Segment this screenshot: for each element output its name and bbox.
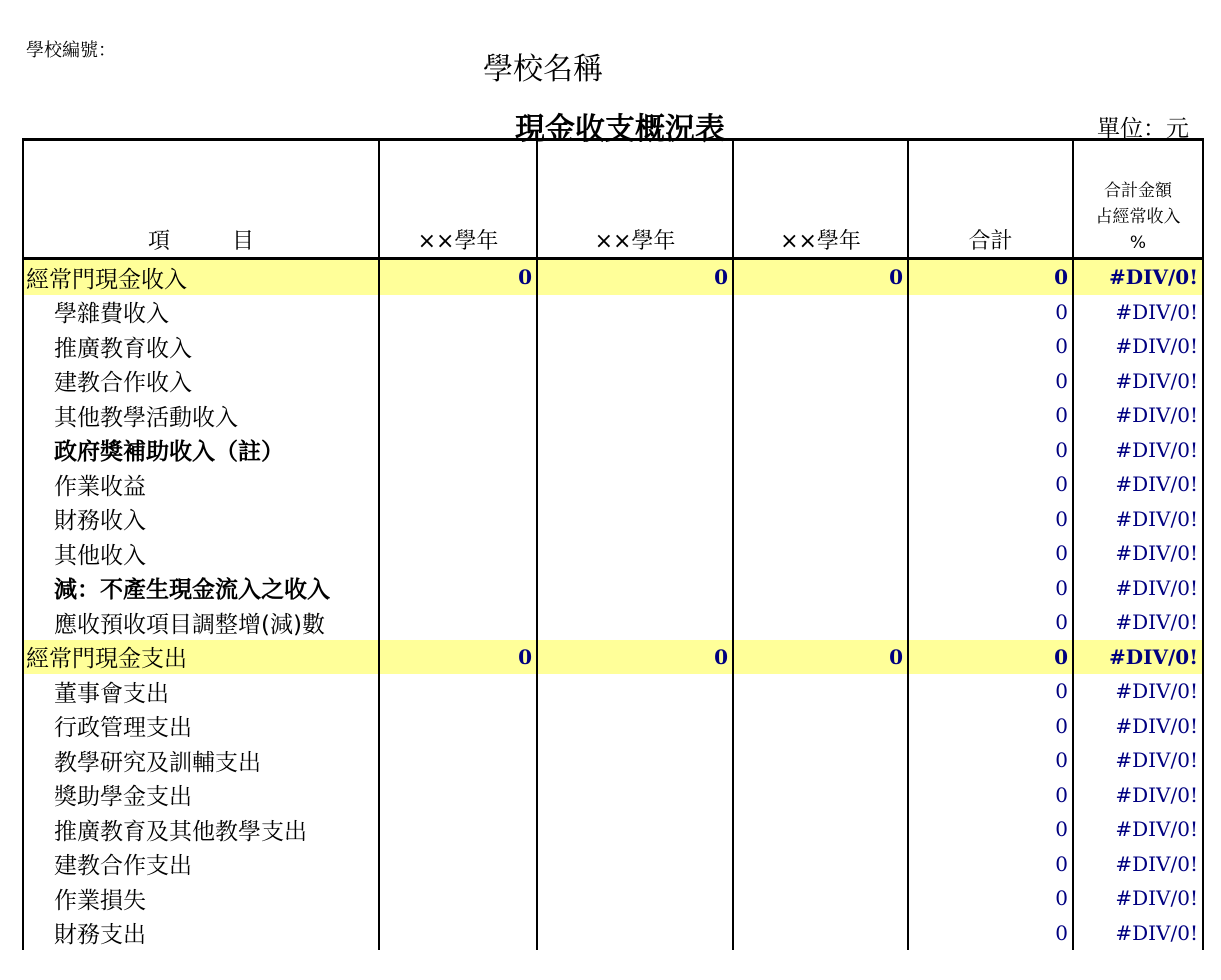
year-3-cell[interactable] xyxy=(733,502,908,537)
year-3-cell[interactable] xyxy=(733,674,908,709)
column-header-item xyxy=(23,140,379,259)
year-1-cell[interactable] xyxy=(379,778,537,813)
year-2-cell[interactable] xyxy=(537,329,733,364)
year-3-cell[interactable] xyxy=(733,916,908,951)
row-label: 建教合作支出 xyxy=(23,847,379,882)
table-row xyxy=(23,605,1203,640)
row-label: 應收預收項目調整增(減)數 xyxy=(23,605,379,640)
percentage-cell[interactable]: #DIV/0! xyxy=(1073,259,1203,295)
year-1-cell[interactable] xyxy=(379,605,537,640)
total-cell[interactable]: 0 xyxy=(908,433,1073,468)
year-2-cell[interactable] xyxy=(537,743,733,778)
percentage-cell[interactable]: #DIV/0! xyxy=(1073,571,1203,606)
table-row xyxy=(23,259,1203,295)
table-row xyxy=(23,433,1203,468)
year-2-cell[interactable] xyxy=(537,398,733,433)
total-cell[interactable]: 0 xyxy=(908,916,1073,951)
row-label: 推廣教育收入 xyxy=(23,329,379,364)
item-header-b: 目 xyxy=(232,229,255,254)
percentage-cell[interactable]: #DIV/0! xyxy=(1073,743,1203,778)
year-3-cell[interactable] xyxy=(733,433,908,468)
total-cell[interactable]: 0 xyxy=(908,259,1073,295)
percentage-cell[interactable]: #DIV/0! xyxy=(1073,433,1203,468)
table-row xyxy=(23,364,1203,399)
percentage-cell[interactable]: #DIV/0! xyxy=(1073,329,1203,364)
year-2-cell[interactable] xyxy=(537,467,733,502)
row-label: 其他教學活動收入 xyxy=(23,398,379,433)
table-row xyxy=(23,881,1203,916)
year-1-cell[interactable]: 0 xyxy=(379,640,537,675)
year-1-cell[interactable] xyxy=(379,674,537,709)
year-3-cell[interactable] xyxy=(733,847,908,882)
year-3-cell[interactable] xyxy=(733,467,908,502)
percentage-cell[interactable]: #DIV/0! xyxy=(1073,467,1203,502)
year-2-cell[interactable] xyxy=(537,605,733,640)
column-header-total: 合計 xyxy=(908,140,1073,259)
year-2-cell[interactable] xyxy=(537,364,733,399)
year-1-cell[interactable] xyxy=(379,398,537,433)
total-cell[interactable]: 0 xyxy=(908,778,1073,813)
percentage-cell[interactable]: #DIV/0! xyxy=(1073,881,1203,916)
year-3-cell[interactable] xyxy=(733,605,908,640)
column-header-percentage xyxy=(1073,140,1203,259)
year-1-cell[interactable] xyxy=(379,812,537,847)
report-title: 現金收支概況表 xyxy=(515,112,725,147)
year-2-cell[interactable]: 0 xyxy=(537,640,733,675)
row-label: 推廣教育及其他教學支出 xyxy=(23,812,379,847)
year-2-cell[interactable] xyxy=(537,571,733,606)
total-cell[interactable]: 0 xyxy=(908,571,1073,606)
year-3-cell[interactable] xyxy=(733,536,908,571)
table-row xyxy=(23,847,1203,882)
column-header-year-2: ××學年 xyxy=(537,140,733,259)
row-label: 經常門現金收入 xyxy=(23,259,379,295)
year-3-cell[interactable] xyxy=(733,571,908,606)
total-cell[interactable]: 0 xyxy=(908,329,1073,364)
table-row xyxy=(23,743,1203,778)
table-row xyxy=(23,916,1203,951)
column-header-year-1: ××學年 xyxy=(379,140,537,259)
percentage-cell[interactable]: #DIV/0! xyxy=(1073,536,1203,571)
table-row xyxy=(23,571,1203,606)
year-1-cell[interactable] xyxy=(379,571,537,606)
total-cell[interactable]: 0 xyxy=(908,674,1073,709)
year-1-cell[interactable] xyxy=(379,916,537,951)
year-2-cell[interactable] xyxy=(537,295,733,330)
school-code-label: 學校編號： xyxy=(26,40,116,61)
table-row xyxy=(23,709,1203,744)
year-3-cell[interactable]: 0 xyxy=(733,640,908,675)
total-cell[interactable]: 0 xyxy=(908,640,1073,675)
percentage-cell[interactable]: #DIV/0! xyxy=(1073,640,1203,675)
total-cell[interactable]: 0 xyxy=(908,812,1073,847)
row-label: 政府獎補助收入（註） xyxy=(23,433,379,468)
cash-flow-table xyxy=(22,138,1204,950)
year-1-cell[interactable] xyxy=(379,536,537,571)
pct-header-line-3: % xyxy=(1129,233,1147,253)
year-2-cell[interactable] xyxy=(537,433,733,468)
total-cell[interactable]: 0 xyxy=(908,295,1073,330)
year-3-cell[interactable] xyxy=(733,812,908,847)
row-label: 作業收益 xyxy=(23,467,379,502)
row-label: 其他收入 xyxy=(23,536,379,571)
percentage-cell[interactable]: #DIV/0! xyxy=(1073,295,1203,330)
year-2-cell[interactable] xyxy=(537,536,733,571)
year-3-cell[interactable] xyxy=(733,881,908,916)
year-1-cell[interactable] xyxy=(379,881,537,916)
row-label: 教學研究及訓輔支出 xyxy=(23,743,379,778)
table-row xyxy=(23,502,1203,537)
year-1-cell[interactable] xyxy=(379,433,537,468)
total-cell[interactable]: 0 xyxy=(908,881,1073,916)
percentage-cell[interactable]: #DIV/0! xyxy=(1073,916,1203,951)
year-2-cell[interactable] xyxy=(537,778,733,813)
year-1-cell[interactable] xyxy=(379,364,537,399)
year-1-cell[interactable] xyxy=(379,743,537,778)
year-1-cell[interactable] xyxy=(379,502,537,537)
total-cell[interactable]: 0 xyxy=(908,467,1073,502)
year-3-cell[interactable] xyxy=(733,743,908,778)
year-3-cell[interactable] xyxy=(733,295,908,330)
row-label: 財務支出 xyxy=(23,916,379,951)
year-3-cell[interactable] xyxy=(733,364,908,399)
percentage-cell[interactable]: #DIV/0! xyxy=(1073,502,1203,537)
item-header-a: 項 xyxy=(147,229,170,254)
year-2-cell[interactable] xyxy=(537,847,733,882)
table-row xyxy=(23,467,1203,502)
year-3-cell[interactable]: 0 xyxy=(733,259,908,295)
year-2-cell[interactable] xyxy=(537,812,733,847)
percentage-cell[interactable]: #DIV/0! xyxy=(1073,674,1203,709)
year-1-cell[interactable] xyxy=(379,467,537,502)
pct-header-line-2: 占經常收入 xyxy=(1095,207,1181,227)
year-1-cell[interactable] xyxy=(379,847,537,882)
table-row xyxy=(23,812,1203,847)
row-label: 經常門現金支出 xyxy=(23,640,379,675)
year-2-cell[interactable] xyxy=(537,916,733,951)
year-2-cell[interactable] xyxy=(537,674,733,709)
row-label: 財務收入 xyxy=(23,502,379,537)
year-1-cell[interactable] xyxy=(379,295,537,330)
year-3-cell[interactable] xyxy=(733,709,908,744)
year-2-cell[interactable] xyxy=(537,502,733,537)
row-label: 獎助學金支出 xyxy=(23,778,379,813)
year-3-cell[interactable] xyxy=(733,778,908,813)
table-row xyxy=(23,640,1203,675)
table-row xyxy=(23,329,1203,364)
table-row xyxy=(23,536,1203,571)
total-cell[interactable]: 0 xyxy=(908,398,1073,433)
row-label: 學雜費收入 xyxy=(23,295,379,330)
year-1-cell[interactable] xyxy=(379,709,537,744)
row-label: 董事會支出 xyxy=(23,674,379,709)
row-label: 建教合作收入 xyxy=(23,364,379,399)
table-header-row xyxy=(23,140,1203,259)
percentage-cell[interactable]: #DIV/0! xyxy=(1073,812,1203,847)
percentage-cell[interactable]: #DIV/0! xyxy=(1073,364,1203,399)
percentage-cell[interactable]: #DIV/0! xyxy=(1073,605,1203,640)
year-2-cell[interactable] xyxy=(537,881,733,916)
total-cell[interactable]: 0 xyxy=(908,743,1073,778)
total-cell[interactable]: 0 xyxy=(908,364,1073,399)
total-cell[interactable]: 0 xyxy=(908,502,1073,537)
percentage-cell[interactable]: #DIV/0! xyxy=(1073,398,1203,433)
table-row xyxy=(23,778,1203,813)
year-1-cell[interactable]: 0 xyxy=(379,259,537,295)
table-row xyxy=(23,398,1203,433)
year-2-cell[interactable]: 0 xyxy=(537,259,733,295)
percentage-cell[interactable]: #DIV/0! xyxy=(1073,709,1203,744)
table-row xyxy=(23,295,1203,330)
total-cell[interactable]: 0 xyxy=(908,605,1073,640)
row-label: 行政管理支出 xyxy=(23,709,379,744)
year-3-cell[interactable] xyxy=(733,398,908,433)
percentage-cell[interactable]: #DIV/0! xyxy=(1073,778,1203,813)
year-3-cell[interactable] xyxy=(733,329,908,364)
percentage-cell[interactable]: #DIV/0! xyxy=(1073,847,1203,882)
pct-header-line-1: 合計金額 xyxy=(1104,181,1172,201)
column-header-year-3: ××學年 xyxy=(733,140,908,259)
table-row xyxy=(23,674,1203,709)
school-name: 學校名稱 xyxy=(483,52,603,87)
total-cell[interactable]: 0 xyxy=(908,709,1073,744)
row-label: 作業損失 xyxy=(23,881,379,916)
unit-label: 單位：元 xyxy=(1097,116,1189,142)
year-1-cell[interactable] xyxy=(379,329,537,364)
total-cell[interactable]: 0 xyxy=(908,536,1073,571)
total-cell[interactable]: 0 xyxy=(908,847,1073,882)
row-label: 減：不產生現金流入之收入 xyxy=(23,571,379,606)
year-2-cell[interactable] xyxy=(537,709,733,744)
